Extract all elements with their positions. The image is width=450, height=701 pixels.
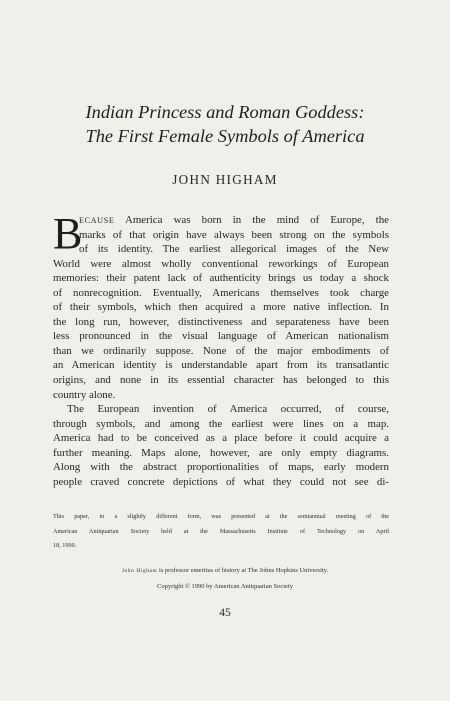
drop-cap: B [53, 209, 83, 258]
body-line: Along with the abstract proportionalities of maps, early modern [53, 461, 389, 474]
author-note [0, 563, 450, 579]
author-credit-name: John Higham [121, 568, 158, 574]
body-line: memories: their patent lack of authenticity brings us today a shock [53, 272, 389, 285]
body-line: an American identity is understandable apart from its transatlantic [53, 359, 389, 372]
footnote [53, 512, 389, 556]
body-line: marks of that origin have always been strong on the symbols [79, 228, 389, 241]
body-line: than we ordinarily suppose. None of the major embodiments of [53, 344, 389, 357]
body-line: through symbols, and among the earliest were lines on a map. [53, 417, 389, 430]
author-credit-text: is professor emeritus of history at The Johns Hopkins University. [157, 567, 329, 574]
body-line: America had to be conceived as a place before it could acquire a [53, 432, 389, 445]
body-line: of nonrecognition. Eventually, Americans themselves took charge [53, 286, 389, 299]
article-title [0, 100, 450, 148]
footnote-line: 18, 1990. [53, 542, 77, 550]
article-title-line-1: Indian Princess and Roman Goddess: [85, 102, 365, 122]
body-line: origins, and none in its essential character has belonged to this [53, 374, 389, 387]
small-caps-word: ECAUSE [79, 216, 115, 225]
author-credits [0, 563, 450, 595]
body-line: people craved concrete depictions of what they could not see di- [53, 475, 389, 488]
article-title-line-2: The First Female Symbols of America [85, 126, 365, 146]
body-line: World were almost wholly conventional reworkings of European [53, 257, 389, 270]
footnote-line: This paper, in a slightly different form, was presented at the semiannual meeting of the [53, 513, 389, 520]
body-line: further meaning. Maps alone, however, are only empty diagrams. [53, 446, 389, 459]
footnote-line: American Antiquarian Society held at the Massachusetts Institute of Technology on April [53, 527, 389, 535]
body-line: less pronounced in the visual language of American nationalism [53, 330, 389, 343]
body-line: the long run, however, distinctiveness and separateness have been [53, 315, 389, 328]
body-line-text: America was born in the mind of Europe, the [114, 214, 389, 226]
body-line: of its identity. The earliest allegorical images of the New [79, 243, 389, 256]
body-line: of their symbols, which then acquired a more native inflection. In [53, 301, 389, 314]
body-line [53, 213, 389, 228]
body-line: The European invention of America occurred, of course, [67, 403, 389, 416]
copyright-notice: Copyright © 1990 by American Antiquarian Society [156, 583, 293, 590]
body-line: country alone. [53, 388, 116, 401]
article-body [53, 209, 389, 489]
page-number: 45 [219, 607, 231, 619]
article-author: JOHN HIGHAM [172, 172, 278, 187]
